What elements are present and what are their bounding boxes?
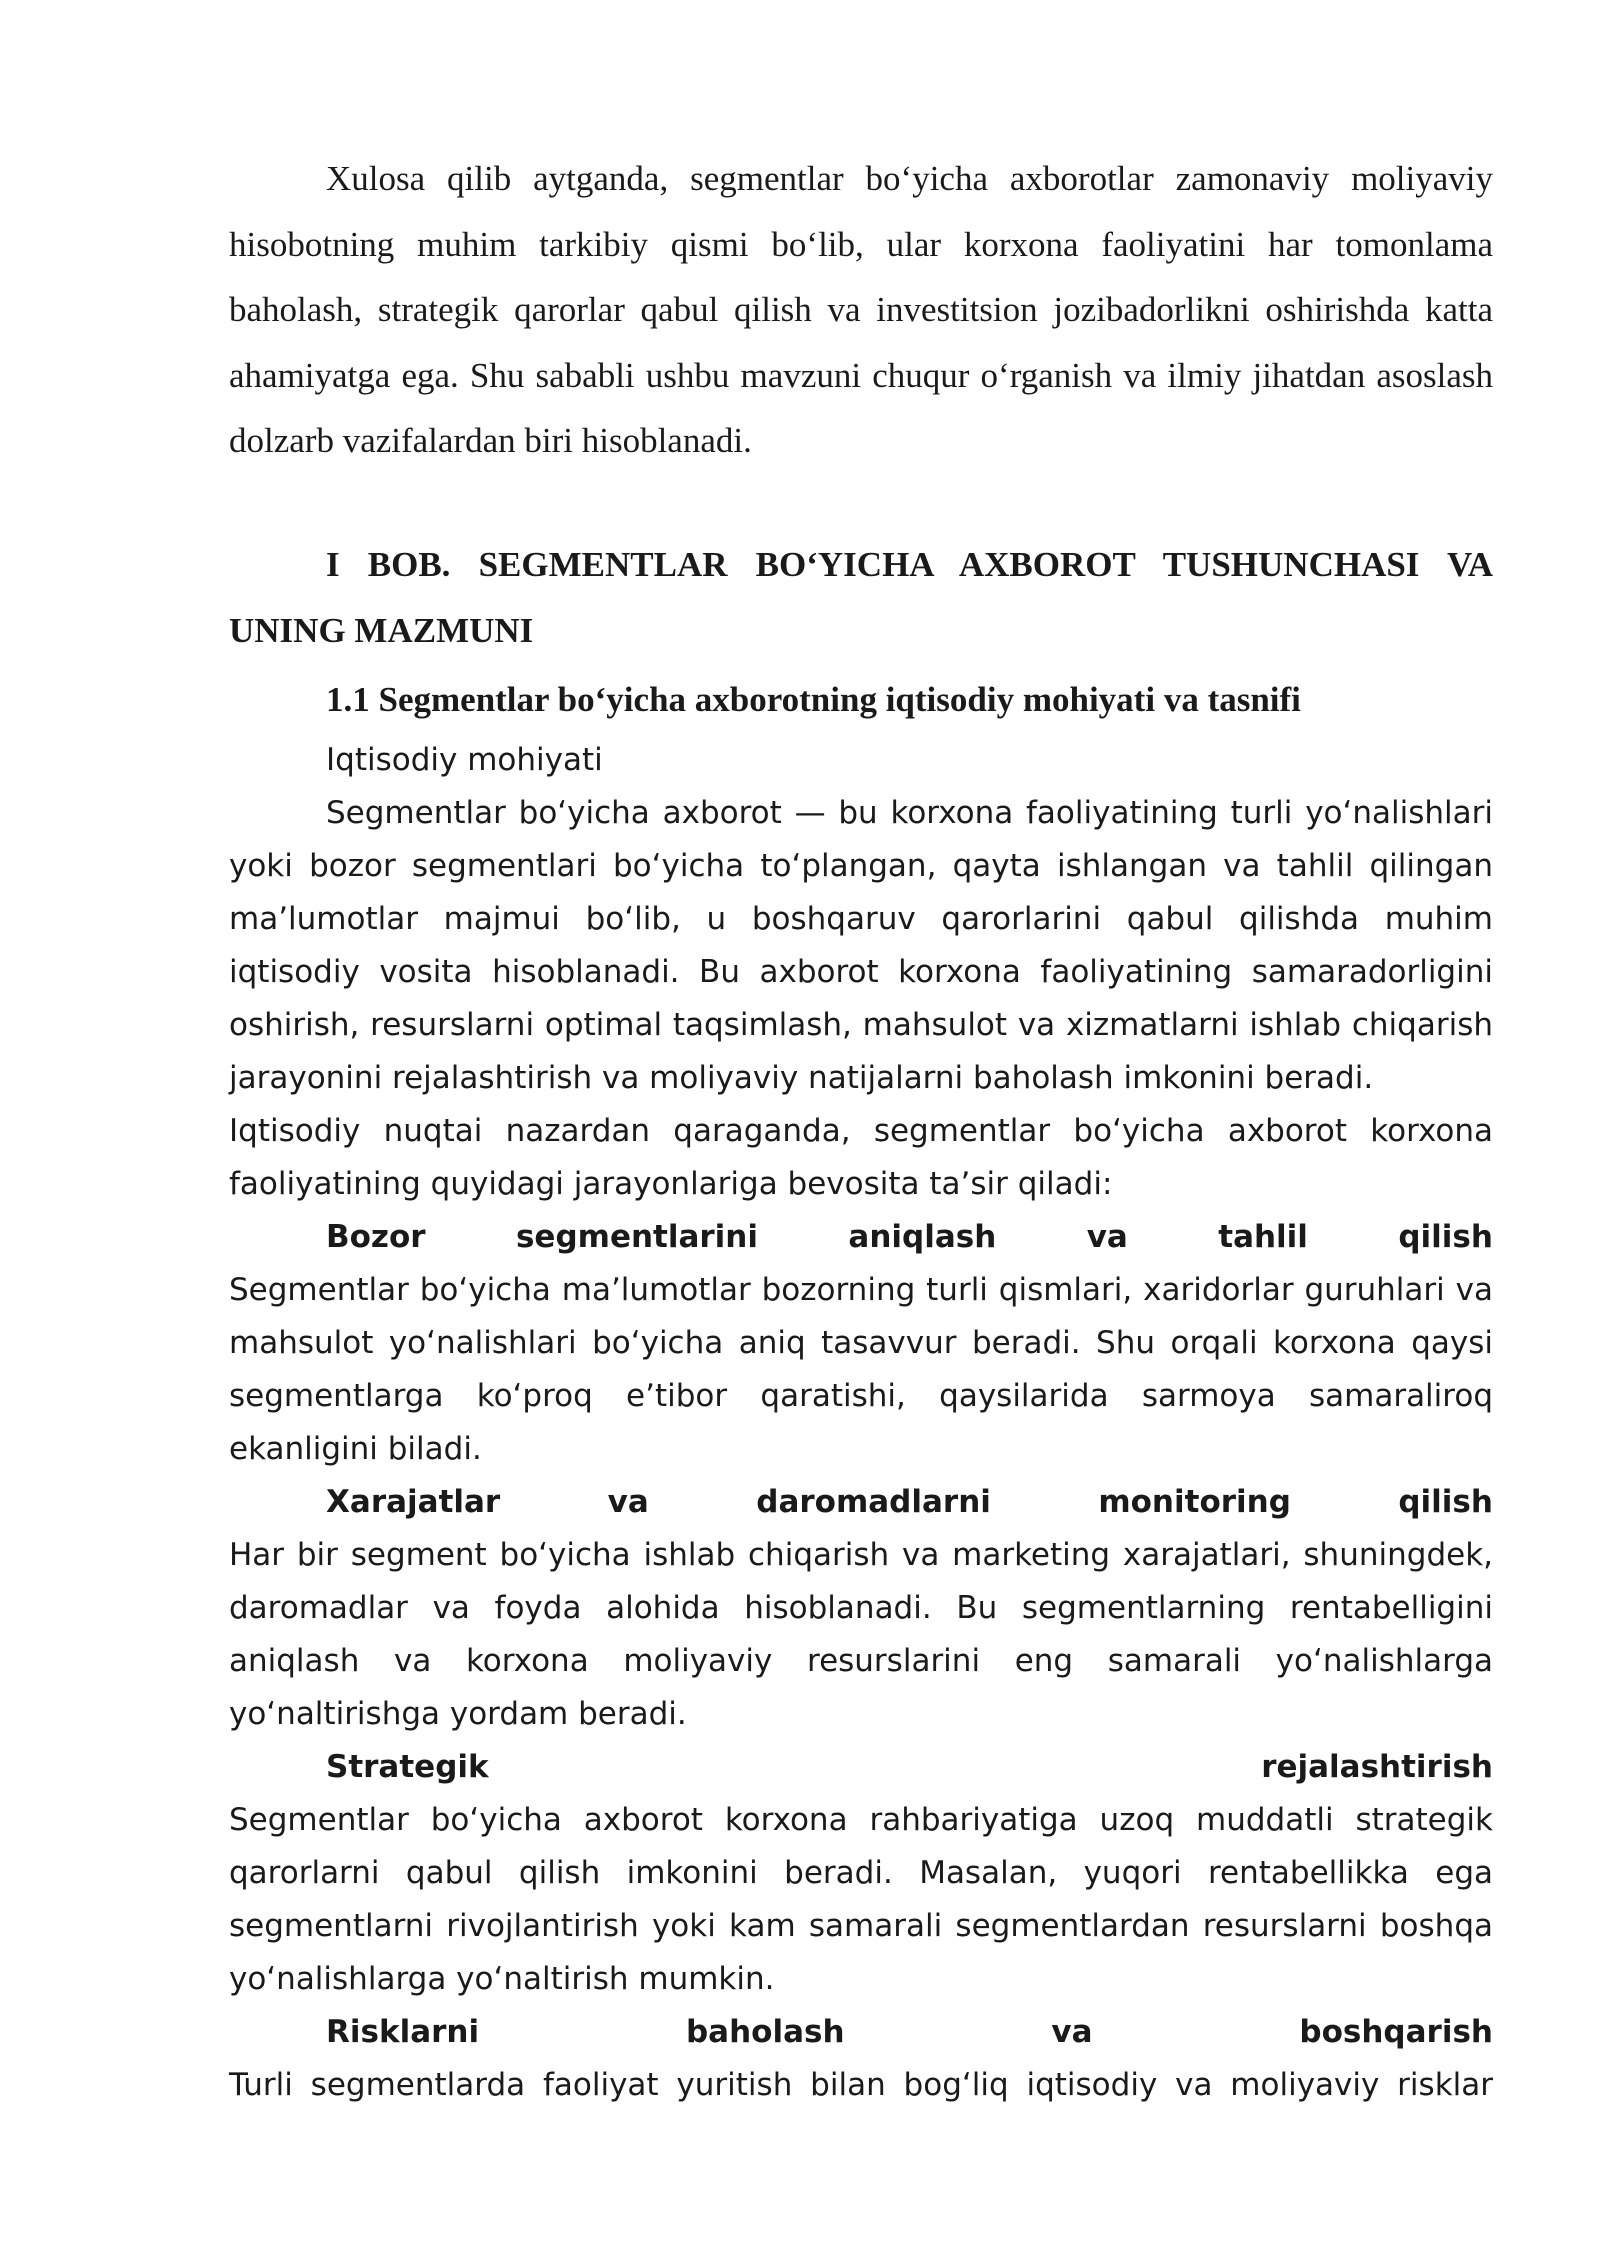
item-heading-2 <box>229 1476 1493 1529</box>
item-text-2: Har bir segment bo‘yicha ishlab chiqarish va marketing xarajatlari, shuningdek, daromadlar va foyda alohida hisoblanadi. Bu segmentlarning rentabelligini aniqlash va korxona moliyaviy resurslarini eng samarali yo‘nalishlarga yo‘naltirishga yordam beradi. <box>229 1537 1493 1732</box>
item-heading-word: va <box>1051 2014 1093 2050</box>
item-heading-word: qilish <box>1398 1219 1493 1255</box>
item-heading-word: va <box>607 1484 649 1520</box>
subheading: Iqtisodiy mohiyati <box>326 742 603 778</box>
item-heading-1 <box>229 1211 1493 1264</box>
item-heading-3 <box>229 1741 1493 1794</box>
body-paragraph-2: Iqtisodiy nuqtai nazardan qaraganda, segmentlar bo‘yicha axborot korxona faoliyatining quyidagi jarayonlariga bevosita ta’sir qiladi: <box>229 1113 1493 1202</box>
item-heading-word: daromadlarni <box>756 1484 991 1520</box>
item-heading-word: Risklarni <box>326 2014 480 2050</box>
item-heading-word: va <box>1086 1219 1128 1255</box>
item-heading-word: Strategik <box>326 1749 489 1785</box>
item-text-4: Turli segmentlarda faoliyat yuritish bilan bog‘liq iqtisodiy va moliyaviy risklar <box>229 2067 1493 2103</box>
item-text-3: Segmentlar bo‘yicha axborot korxona rahbariyatiga uzoq muddatli strategik qarorlarni qabul qilish imkonini beradi. Masalan, yuqori rentabellikka ega segmentlarni rivojlantirish yoki kam samarali segmentlardan resurslarni boshqa yo‘nalishlarga yo‘naltirish mumkin. <box>229 1802 1493 1997</box>
item-heading-4 <box>229 2006 1493 2059</box>
item-heading-word: tahlil <box>1218 1219 1308 1255</box>
section-title-block <box>229 668 1590 732</box>
intro-paragraph: Xulosa qilib aytganda, segmentlar bo‘yicha axborotlar zamonaviy moliyaviy hisobotning muhim tarkibiy qismi bo‘lib, ular korxona faoliyatini har tomonlama baholash, strategik qarorlar qabul qilish va investitsion jozibadorlikni oshirishda katta ahamiyatga ega. Shu sababli ushbu mavzuni chuqur o‘rganish va ilmiy jihatdan asoslash dolzarb vazifalardan biri hisoblanadi. <box>229 159 1493 460</box>
chapter-title-block <box>229 532 1493 664</box>
chapter-title: I BOB. SEGMENTLAR BO‘YICHA AXBOROT TUSHUNCHASI VA UNING MAZMUNI <box>229 545 1493 650</box>
item-heading-word: baholash <box>685 2014 845 2050</box>
item-heading-word: segmentlarini <box>515 1219 759 1255</box>
section-title: 1.1 Segmentlar bo‘yicha axborotning iqtisodiy mohiyati va tasnifi <box>326 680 1301 719</box>
item-heading-word: Xarajatlar <box>326 1484 501 1520</box>
item-heading-word: Bozor <box>326 1219 426 1255</box>
item-heading-word: qilish <box>1398 1484 1493 1520</box>
item-heading-word: rejalashtirish <box>1261 1749 1493 1785</box>
item-text-1: Segmentlar bo‘yicha ma’lumotlar bozorning turli qismlari, xaridorlar guruhlari va mahsulot yo‘nalishlari bo‘yicha aniq tasavvur beradi. Shu orqali korxona qaysi segmentlarga ko‘proq e’tibor qaratishi, qaysilarida sarmoya samaraliroq ekanligini biladi. <box>229 1272 1493 1467</box>
intro-section <box>229 146 1493 474</box>
item-heading-word: aniqlash <box>848 1219 997 1255</box>
item-heading-word: monitoring <box>1098 1484 1291 1520</box>
body-content <box>229 734 1493 2112</box>
body-paragraph-1: Segmentlar bo‘yicha axborot — bu korxona faoliyatining turli yo‘nalishlari yoki bozor segmentlari bo‘yicha to‘plangan, qayta ishlangan va tahlil qilingan ma’lumotlar majmui bo‘lib, u boshqaruv qarorlarini qabul qilishda muhim iqtisodiy vosita hisoblanadi. Bu axborot korxona faoliyatining samaradorligini oshirish, resurslarni optimal taqsimlash, mahsulot va xizmatlarni ishlab chiqarish jarayonini rejalashtirish va moliyaviy natijalarni baholash imkonini beradi. <box>229 795 1493 1096</box>
item-heading-word: boshqarish <box>1299 2014 1493 2050</box>
